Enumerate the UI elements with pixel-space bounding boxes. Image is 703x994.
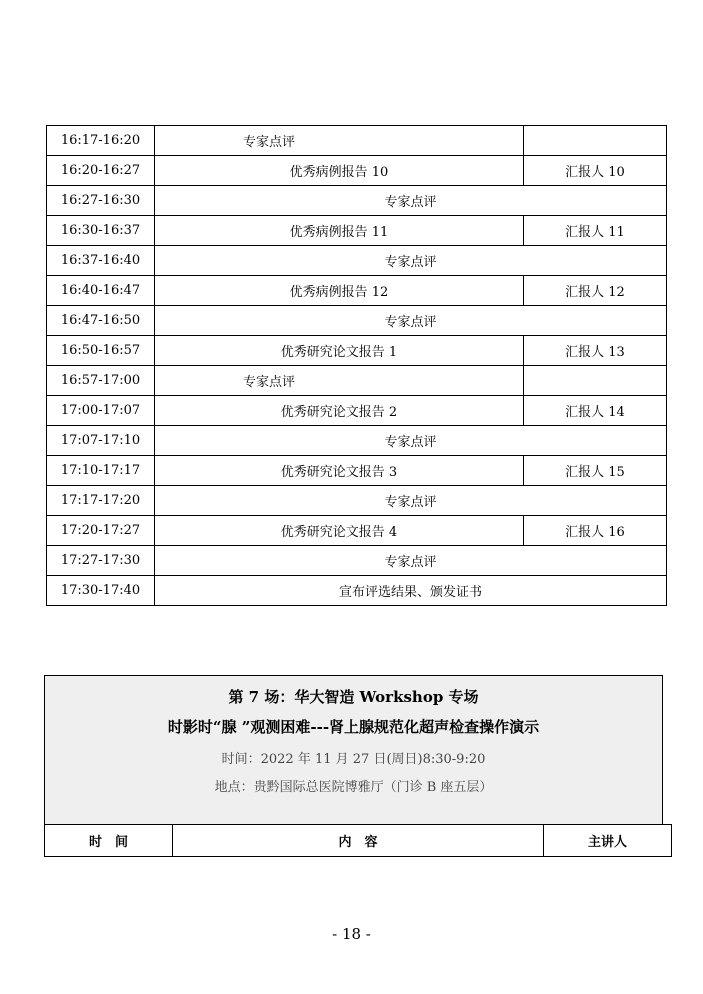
row-speaker: 汇报人 15	[524, 456, 667, 486]
table-row	[47, 576, 667, 606]
row-time: 17:10-17:17	[47, 456, 155, 486]
table-row	[47, 186, 667, 216]
header-content: 内 容	[173, 825, 544, 857]
row-speaker: 汇报人 14	[524, 396, 667, 426]
header-speaker: 主讲人	[544, 825, 672, 857]
row-time: 16:27-16:30	[47, 186, 155, 216]
row-content: 专家点评	[155, 186, 667, 216]
table-row	[47, 246, 667, 276]
session-title: 第 7 场：华大智造 Workshop 专场	[228, 688, 479, 706]
row-time: 16:40-16:47	[47, 276, 155, 306]
row-time: 16:17-16:20	[47, 126, 155, 156]
table-row	[47, 486, 667, 516]
row-time: 16:20-16:27	[47, 156, 155, 186]
row-time: 16:30-16:37	[47, 216, 155, 246]
row-speaker: 汇报人 10	[524, 156, 667, 186]
row-content	[155, 366, 524, 396]
row-content	[155, 456, 524, 486]
row-speaker: 汇报人 11	[524, 216, 667, 246]
row-content-text: 优秀研究论文报告 4	[280, 525, 398, 540]
page-number: - 18 -	[332, 925, 371, 943]
table-row	[47, 336, 667, 366]
session-location: 地点：贵黔国际总医院博雅厅（门诊 B 座五层）	[214, 780, 493, 795]
header-time: 时 间	[45, 825, 173, 857]
row-content-text: 优秀病例报告 12	[289, 285, 389, 300]
row-time: 17:27-17:30	[47, 546, 155, 576]
table-row	[47, 126, 667, 156]
header-row	[45, 825, 672, 857]
table-row	[47, 516, 667, 546]
row-content	[155, 156, 524, 186]
row-content-text: 优秀病例报告 10	[289, 165, 389, 180]
row-content	[155, 516, 524, 546]
row-time: 17:17-17:20	[47, 486, 155, 516]
session-info-box	[44, 675, 663, 825]
row-time: 17:07-17:10	[47, 426, 155, 456]
row-time: 16:57-17:00	[47, 366, 155, 396]
row-content: 专家点评	[155, 246, 667, 276]
session-table-header	[44, 824, 672, 857]
row-speaker	[524, 126, 667, 156]
row-content-text: 专家点评	[242, 135, 295, 150]
row-content	[155, 216, 524, 246]
table-row	[47, 366, 667, 396]
row-content: 专家点评	[155, 486, 667, 516]
row-content-text: 优秀病例报告 11	[289, 225, 389, 240]
table-row	[47, 156, 667, 186]
row-time: 17:20-17:27	[47, 516, 155, 546]
row-time: 16:37-16:40	[47, 246, 155, 276]
row-speaker: 汇报人 16	[524, 516, 667, 546]
table-row	[47, 546, 667, 576]
row-content-text: 优秀研究论文报告 1	[280, 345, 398, 360]
row-time: 16:47-16:50	[47, 306, 155, 336]
row-content	[155, 276, 524, 306]
row-content: 专家点评	[155, 546, 667, 576]
session-time: 时间：2022 年 11 月 27 日(周日)8:30-9:20	[221, 752, 486, 767]
schedule-table	[46, 125, 667, 606]
table-row	[47, 456, 667, 486]
row-content: 专家点评	[155, 426, 667, 456]
session-subtitle: 时影时“腺 ”观测困难---肾上腺规范化超声检查操作演示	[167, 718, 540, 736]
row-content	[155, 126, 524, 156]
row-speaker	[524, 366, 667, 396]
table-row	[47, 306, 667, 336]
row-content-text: 优秀研究论文报告 3	[280, 465, 398, 480]
row-time: 17:30-17:40	[47, 576, 155, 606]
table-row	[47, 396, 667, 426]
table-row	[47, 276, 667, 306]
row-time: 16:50-16:57	[47, 336, 155, 366]
row-content	[155, 336, 524, 366]
row-content-text: 优秀研究论文报告 2	[280, 405, 398, 420]
row-time: 17:00-17:07	[47, 396, 155, 426]
row-content-text: 专家点评	[242, 375, 295, 390]
table-row	[47, 216, 667, 246]
row-speaker: 汇报人 13	[524, 336, 667, 366]
row-content: 宣布评选结果、颁发证书	[155, 576, 667, 606]
row-content: 专家点评	[155, 306, 667, 336]
row-speaker: 汇报人 12	[524, 276, 667, 306]
row-content	[155, 396, 524, 426]
table-row	[47, 426, 667, 456]
